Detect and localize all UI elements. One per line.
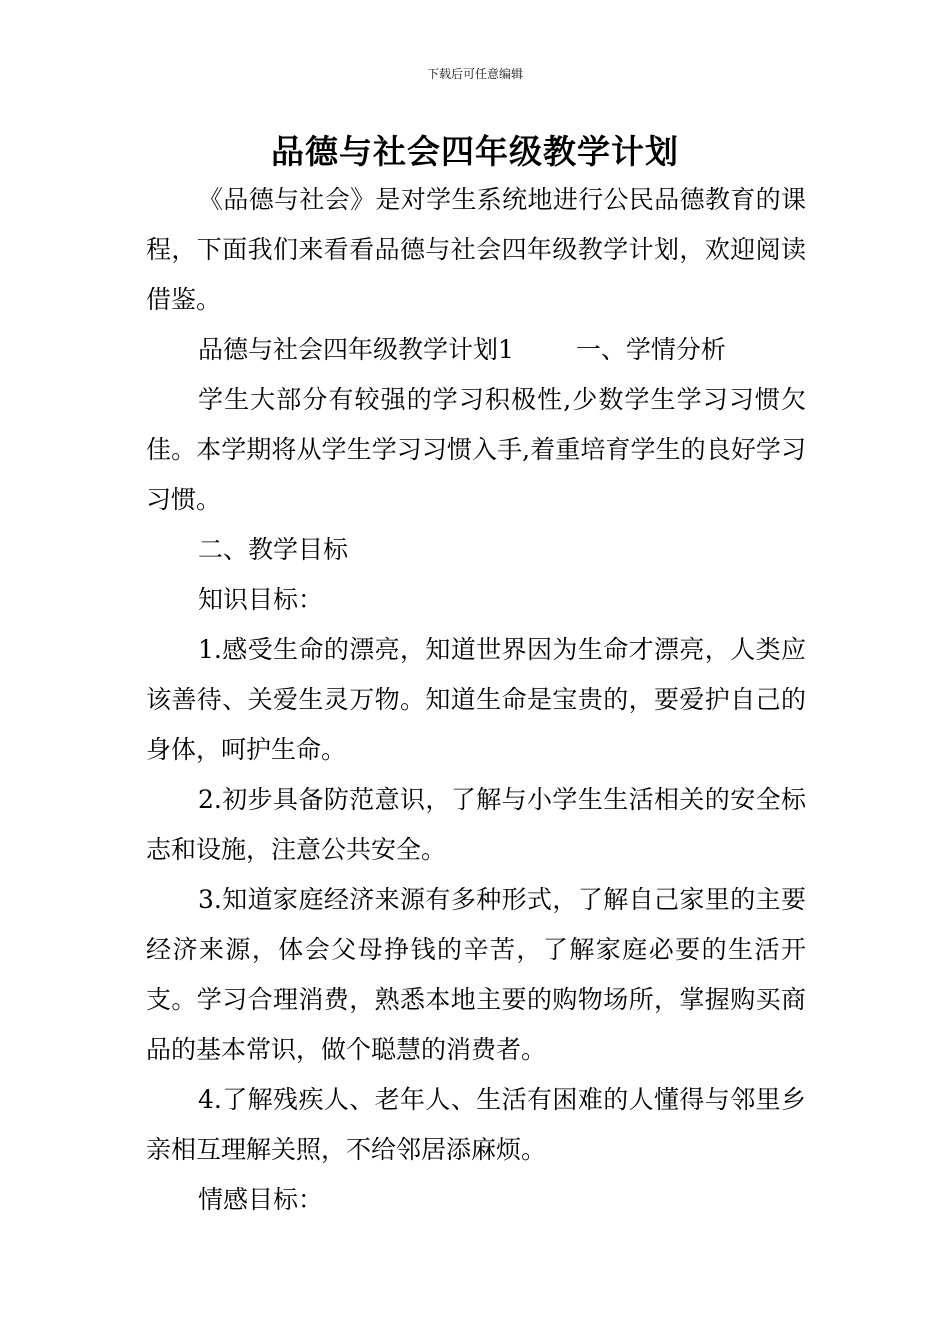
section1-paragraph: 学生大部分有较强的学习积极性,少数学生学习习惯欠佳。本学期将从学生学习习惯入手,着重培育学生的良好学习习惯。 [146, 385, 806, 514]
goal-item-2: 2.初步具备防范意识，了解与小学生生活相关的安全标志和设施，注意公共安全。 [146, 785, 806, 864]
goal-item-1: 1.感受生命的漂亮，知道世界因为生命才漂亮，人类应该善待、关爱生灵万物。知道生命是宝贵的，要爱护自己的身体，呵护生命。 [146, 635, 806, 764]
knowledge-heading: 知识目标： [198, 585, 324, 614]
section2-heading: 二、教学目标 [198, 535, 349, 564]
plan-heading: 品德与社会四年级教学计划1 [198, 335, 514, 364]
goal-item-3: 3.知道家庭经济来源有多种形式，了解自己家里的主要经济来源，体会父母挣钱的辛苦，了解家庭必要的生活开支。学习合理消费，熟悉本地主要的购物场所，掌握购买商品的基本常识，做个聪慧的消费者。 [146, 885, 806, 1064]
section1-heading: 一、学情分析 [575, 335, 726, 364]
emotion-heading: 情感目标： [198, 1185, 324, 1214]
goal-item-4: 4.了解残疾人、老年人、生活有困难的人懂得与邻里乡亲相互理解关照，不给邻居添麻烦。 [146, 1085, 806, 1164]
document-title: 品德与社会四年级教学计划 [271, 132, 679, 171]
header-note: 下载后可任意编辑 [426, 67, 523, 81]
plan-heading-line [146, 325, 806, 375]
intro-paragraph: 《品德与社会》是对学生系统地进行公民品德教育的课程，下面我们来看看品德与社会四年级教学计划，欢迎阅读借鉴。 [146, 185, 806, 314]
document-body [146, 175, 806, 1225]
